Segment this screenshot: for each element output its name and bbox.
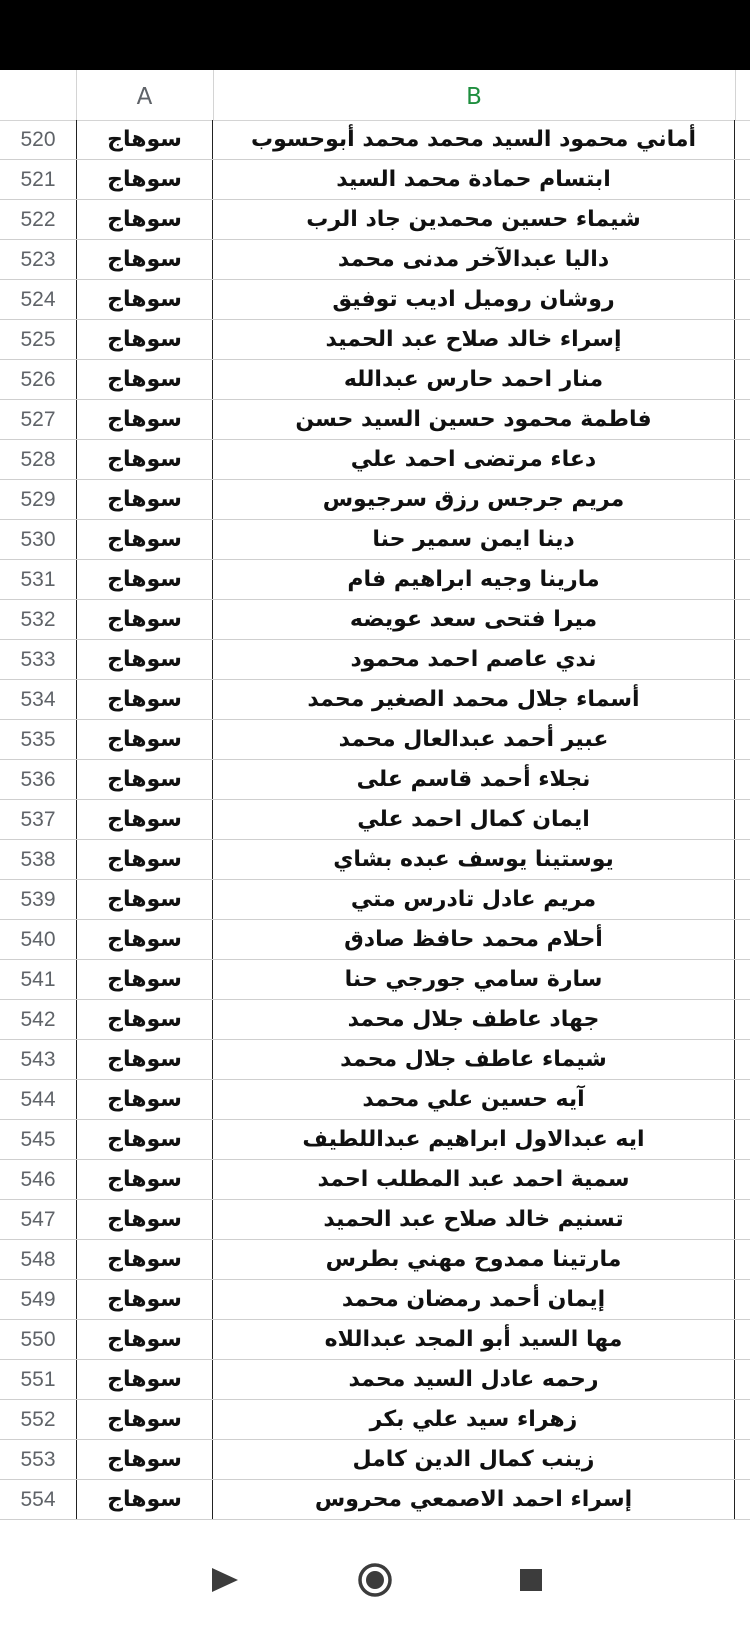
table-row [0,400,750,440]
table-row [0,1000,750,1040]
recent-apps-button[interactable] [508,1557,554,1603]
row-number[interactable]: 523 [20,248,56,271]
row-number[interactable]: 524 [20,288,56,311]
cell-governorate[interactable]: سوهاج [76,1120,213,1159]
row-number[interactable]: 554 [20,1488,56,1511]
cell-governorate[interactable]: سوهاج [76,1200,213,1239]
row-number[interactable]: 552 [20,1408,56,1431]
cell-name[interactable]: ميرا فتحى سعد عويضه [213,600,735,639]
cell-name[interactable]: رحمه عادل السيد محمد [213,1360,735,1399]
cell-governorate[interactable]: سوهاج [76,160,213,199]
cell-governorate[interactable]: سوهاج [76,120,213,159]
cell-name[interactable]: تسنيم خالد صلاح عبد الحميد [213,1200,735,1239]
row-number[interactable]: 535 [20,728,56,751]
cell-governorate[interactable]: سوهاج [76,240,213,279]
cell-name[interactable]: إسراء احمد الاصمعي محروس [213,1480,735,1519]
table-row [0,1360,750,1400]
cell-name[interactable]: نجلاء أحمد قاسم على [213,760,735,799]
cell-governorate[interactable]: سوهاج [76,720,213,759]
cell-name[interactable]: فاطمة محمود حسين السيد حسن [213,400,735,439]
row-number[interactable]: 542 [20,1008,56,1031]
table-row [0,760,750,800]
cell-name[interactable]: جهاد عاطف جلال محمد [213,1000,735,1039]
cell-governorate[interactable]: سوهاج [76,760,213,799]
cell-name[interactable]: ايمان كمال احمد علي [213,800,735,839]
cell-governorate[interactable]: سوهاج [76,1280,213,1319]
row-number[interactable]: 527 [20,408,56,431]
cell-name[interactable]: منار احمد حارس عبدالله [213,360,735,399]
cell-governorate[interactable]: سوهاج [76,1160,213,1199]
table-row [0,1240,750,1280]
row-number[interactable]: 530 [20,528,56,551]
row-number[interactable]: 529 [20,488,56,511]
cell-governorate[interactable]: سوهاج [76,920,213,959]
cell-name[interactable]: إيمان أحمد رمضان محمد [213,1280,735,1319]
row-number[interactable]: 538 [20,848,56,871]
table-row [0,280,750,320]
cell-name[interactable]: يوستينا يوسف عبده بشاي [213,840,735,879]
table-row [0,160,750,200]
table-row [0,520,750,560]
table-row [0,1120,750,1160]
cell-name[interactable]: شيماء عاطف جلال محمد [213,1040,735,1079]
cell-name[interactable]: زينب كمال الدين كامل [213,1440,735,1479]
cell-governorate[interactable]: سوهاج [76,1080,213,1119]
row-number[interactable]: 547 [20,1208,56,1231]
recent-square-icon [508,1557,554,1603]
cell-name[interactable]: مارتينا ممدوح مهني بطرس [213,1240,735,1279]
table-row [0,1160,750,1200]
cell-name[interactable]: دينا ايمن سمير حنا [213,520,735,559]
table-row [0,800,750,840]
back-triangle-icon [202,1557,248,1603]
cell-name[interactable]: ايه عبدالاول ابراهيم عبداللطيف [213,1120,735,1159]
cell-name[interactable]: شيماء حسين محمدين جاد الرب [213,200,735,239]
row-number[interactable]: 551 [20,1368,56,1391]
table-row [0,440,750,480]
column-header-a[interactable]: A [76,70,214,120]
cell-governorate[interactable]: سوهاج [76,560,213,599]
table-row [0,1040,750,1080]
row-number[interactable]: 534 [20,688,56,711]
cell-governorate[interactable]: سوهاج [76,200,213,239]
table-row [0,920,750,960]
row-number[interactable]: 532 [20,608,56,631]
row-number[interactable]: 525 [20,328,56,351]
row-number[interactable]: 540 [20,928,56,951]
row-number[interactable]: 541 [20,968,56,991]
column-header-row [0,70,750,121]
table-row [0,880,750,920]
row-number[interactable]: 548 [20,1248,56,1271]
cell-governorate[interactable]: سوهاج [76,960,213,999]
row-number[interactable]: 549 [20,1288,56,1311]
cell-governorate[interactable]: سوهاج [76,1400,213,1439]
row-number[interactable]: 539 [20,888,56,911]
table-row [0,320,750,360]
cell-name[interactable]: دعاء مرتضى احمد علي [213,440,735,479]
cell-governorate[interactable]: سوهاج [76,480,213,519]
table-row [0,960,750,1000]
row-number[interactable]: 546 [20,1168,56,1191]
row-number[interactable]: 543 [20,1048,56,1071]
table-row [0,600,750,640]
row-number[interactable]: 528 [20,448,56,471]
status-bar [0,0,750,70]
row-number[interactable]: 544 [20,1088,56,1111]
cell-name[interactable]: زهراء سيد علي بكر [213,1400,735,1439]
row-number[interactable]: 537 [20,808,56,831]
cell-governorate[interactable]: سوهاج [76,320,213,359]
table-row [0,120,750,160]
table-row [0,1200,750,1240]
cell-governorate[interactable]: سوهاج [76,400,213,439]
home-circle-icon [352,1557,398,1603]
cell-name[interactable]: مريم عادل تادرس متي [213,880,735,919]
cell-name[interactable]: سارة سامي جورجي حنا [213,960,735,999]
row-number[interactable]: 520 [20,128,56,151]
cell-name[interactable]: أماني محمود السيد محمد محمد أبوحسوب [213,120,735,159]
home-button[interactable] [352,1557,398,1603]
cell-governorate[interactable]: سوهاج [76,880,213,919]
table-row [0,200,750,240]
cell-name[interactable]: مارينا وجيه ابراهيم فام [213,560,735,599]
table-row [0,560,750,600]
cell-name[interactable]: ندي عاصم احمد محمود [213,640,735,679]
table-row [0,480,750,520]
select-all-corner[interactable] [0,70,77,120]
cell-governorate[interactable]: سوهاج [76,280,213,319]
cell-name[interactable]: مريم جرجس رزق سرجيوس [213,480,735,519]
cell-governorate[interactable]: سوهاج [76,840,213,879]
cell-governorate[interactable]: سوهاج [76,360,213,399]
cell-name[interactable]: عبير أحمد عبدالعال محمد [213,720,735,759]
row-number[interactable]: 536 [20,768,56,791]
cell-governorate[interactable]: سوهاج [76,520,213,559]
cell-name[interactable]: ابتسام حمادة محمد السيد [213,160,735,199]
rows-container [0,120,750,1520]
cell-name[interactable]: داليا عبدالآخر مدنى محمد [213,240,735,279]
cell-governorate[interactable]: سوهاج [76,1320,213,1359]
row-number[interactable]: 531 [20,568,56,591]
cell-name[interactable]: مها السيد أبو المجد عبداللاه [213,1320,735,1359]
cell-governorate[interactable]: سوهاج [76,680,213,719]
table-row [0,1320,750,1360]
column-header-b[interactable]: B [213,70,736,120]
cell-name[interactable]: أحلام محمد حافظ صادق [213,920,735,959]
back-button[interactable] [202,1557,248,1603]
navigation-bar [0,1535,750,1625]
table-row [0,1280,750,1320]
table-row [0,680,750,720]
table-row [0,1480,750,1520]
cell-governorate[interactable]: سوهاج [76,600,213,639]
table-row [0,1440,750,1480]
table-row [0,720,750,760]
cell-governorate[interactable]: سوهاج [76,1480,213,1519]
cell-name[interactable]: سمية احمد عبد المطلب احمد [213,1160,735,1199]
cell-governorate[interactable]: سوهاج [76,1440,213,1479]
cell-governorate[interactable]: سوهاج [76,1000,213,1039]
cell-governorate[interactable]: سوهاج [76,1240,213,1279]
cell-governorate[interactable]: سوهاج [76,800,213,839]
table-row [0,1080,750,1120]
cell-name[interactable]: إسراء خالد صلاح عبد الحميد [213,320,735,359]
row-number[interactable]: 545 [20,1128,56,1151]
spreadsheet[interactable] [0,70,750,1535]
table-row [0,1400,750,1440]
table-row [0,240,750,280]
cell-name[interactable]: أسماء جلال محمد الصغير محمد [213,680,735,719]
cell-name[interactable]: آيه حسين علي محمد [213,1080,735,1119]
cell-governorate[interactable]: سوهاج [76,1040,213,1079]
row-number[interactable]: 533 [20,648,56,671]
row-number[interactable]: 522 [20,208,56,231]
cell-governorate[interactable]: سوهاج [76,640,213,679]
row-number[interactable]: 526 [20,368,56,391]
table-row [0,360,750,400]
cell-name[interactable]: روشان روميل اديب توفيق [213,280,735,319]
row-number[interactable]: 521 [20,168,56,191]
row-number[interactable]: 553 [20,1448,56,1471]
cell-governorate[interactable]: سوهاج [76,1360,213,1399]
table-row [0,840,750,880]
cell-governorate[interactable]: سوهاج [76,440,213,479]
table-row [0,640,750,680]
row-number[interactable]: 550 [20,1328,56,1351]
